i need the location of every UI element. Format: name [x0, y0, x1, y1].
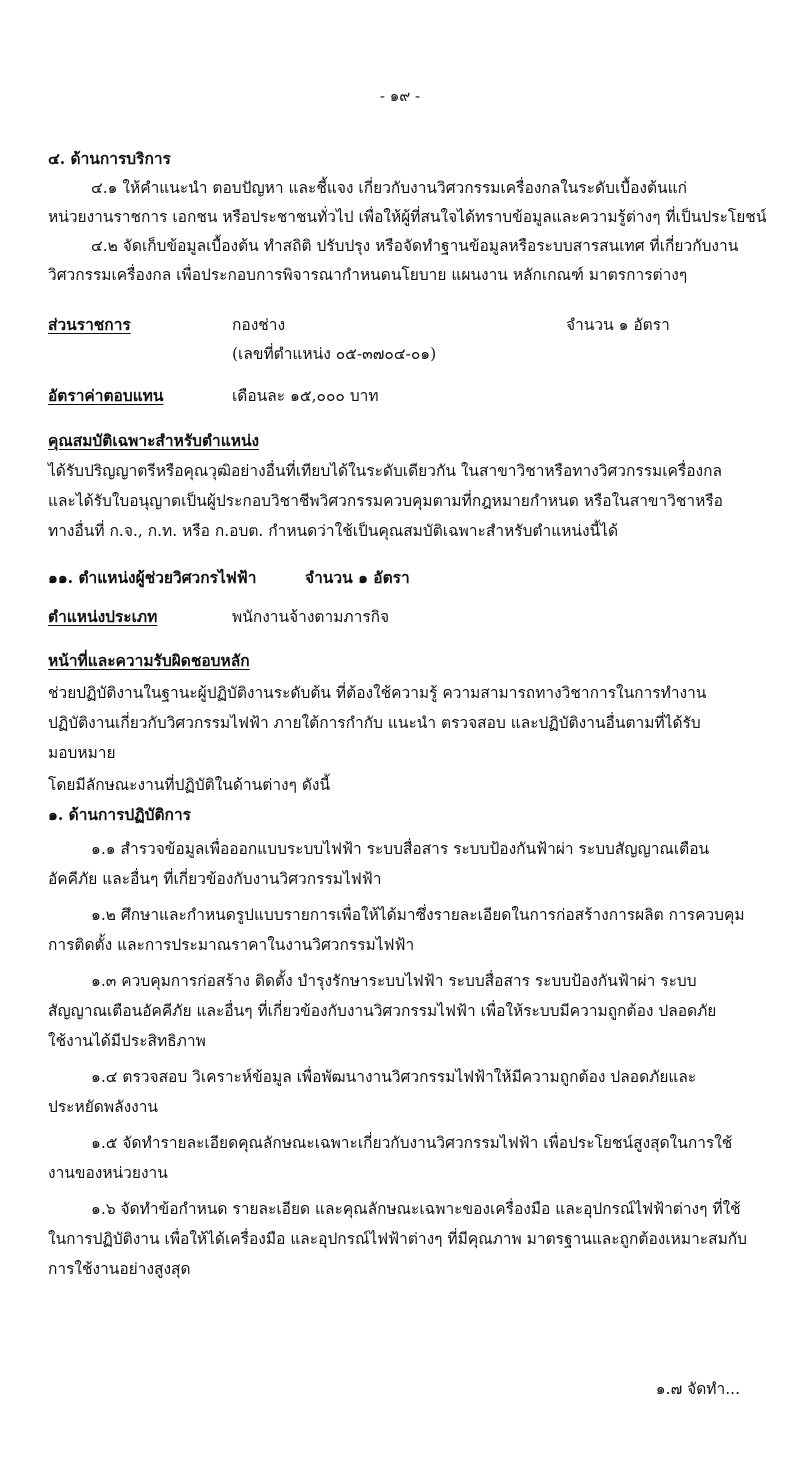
paragraph-line: การใช้งานอย่างสูงสุด — [48, 1260, 191, 1278]
paragraph-line: ๑.๕ จัดทำรายละเอียดคุณลักษณะเฉพาะเกี่ยวกับงานวิศวกรรมไฟฟ้า เพื่อประโยชน์สูงสุดในการใช้ — [91, 1134, 733, 1152]
paragraph-line: โดยมีลักษณะงานที่ปฏิบัติในด้านต่างๆ ดังนี้ — [48, 776, 331, 794]
paragraph-line: หน่วยงานราชการ เอกชน หรือประชาชนทั่วไป เพื่อให้ผู้ที่สนใจได้ทราบข้อมูลและความรู้ต่างๆ ที่เป็นประโยชน์ — [48, 208, 767, 226]
agency-count: จำนวน ๑ อัตรา — [566, 316, 670, 334]
agency-label: ส่วนราชการ — [48, 315, 131, 334]
position-type-label: ตำแหน่งประเภท — [48, 607, 158, 626]
page-number: - ๑๙ - — [379, 87, 421, 105]
paragraph-line: ใช้งานได้มีประสิทธิภาพ — [48, 1032, 206, 1050]
continuation-note: ๑.๗ จัดทำ... — [655, 1380, 740, 1398]
pay-value: เดือนละ ๑๕,๐๐๐ บาท — [232, 387, 379, 405]
qualifications-heading: คุณสมบัติเฉพาะสำหรับตำแหน่ง — [48, 431, 260, 450]
paragraph-line: สัญญาณเตือนอัคคีภัย และอื่นๆ ที่เกี่ยวข้องกับงานวิศวกรรมไฟฟ้า เพื่อให้ระบบมีความถูกต้อง ปลอดภัย — [48, 1002, 717, 1020]
paragraph-line: ๔.๑ ให้คำแนะนำ ตอบปัญหา และชี้แจง เกี่ยวกับงานวิศวกรรมเครื่องกลในระดับเบื้องต้นแก่ — [91, 179, 688, 197]
paragraph-line: ประหยัดพลังงาน — [48, 1098, 159, 1116]
paragraph-line: งานของหน่วยงาน — [48, 1164, 168, 1182]
paragraph-line: ทางอื่นที่ ก.จ., ก.ท. หรือ ก.อบต. กำหนดว่าใช้เป็นคุณสมบัติเฉพาะสำหรับตำแหน่งนี้ได้ — [48, 522, 619, 540]
operations-heading: ๑. ด้านการปฏิบัติการ — [48, 805, 191, 824]
position-title: ๑๑. ตำแหน่งผู้ช่วยวิศวกรไฟฟ้า — [48, 568, 257, 587]
paragraph-line: ช่วยปฏิบัติงานในฐานะผู้ปฏิบัติงานระดับต้น ที่ต้องใช้ความรู้ ความสามารถทางวิชาการในการทำงาน — [48, 684, 707, 702]
paragraph-line: ๑.๒ ศึกษาและกำหนดรูปแบบรายการเพื่อให้ได้มาซึ่งรายละเอียดในการก่อสร้างการผลิต การควบคุม — [91, 906, 745, 924]
paragraph-line: ๔.๒ จัดเก็บข้อมูลเบื้องต้น ทำสถิติ ปรับปรุง หรือจัดทำฐานข้อมูลหรือระบบสารสนเทศ ที่เกี่ยวกับงาน — [91, 237, 739, 255]
paragraph-line: การติดตั้ง และการประมาณราคาในงานวิศวกรรมไฟฟ้า — [48, 936, 415, 954]
paragraph-line: ๑.๑ สำรวจข้อมูลเพื่อออกแบบระบบไฟฟ้า ระบบสื่อสาร ระบบป้องกันฟ้าผ่า ระบบสัญญาณเตือน — [91, 840, 710, 858]
paragraph-line: ปฏิบัติงานเกี่ยวกับวิศวกรรมไฟฟ้า ภายใต้การกำกับ แนะนำ ตรวจสอบ และปฏิบัติงานอื่นตามที่ได้รับ — [48, 714, 701, 732]
position-number: (เลขที่ตำแหน่ง ๐๕-๓๗๐๔-๐๑) — [232, 345, 437, 363]
duties-heading: หน้าที่และความรับผิดชอบหลัก — [48, 651, 250, 670]
pay-label: อัตราค่าตอบแทน — [48, 386, 164, 405]
agency-value: กองช่าง — [232, 316, 286, 334]
position-count: จำนวน ๑ อัตรา — [305, 568, 410, 587]
paragraph-line: มอบหมาย — [48, 744, 116, 762]
paragraph-line: ในการปฏิบัติงาน เพื่อให้ได้เครื่องมือ และอุปกรณ์ไฟฟ้าต่างๆ ที่มีคุณภาพ มาตรฐานและถูกต้องเหมาะสมกับ — [48, 1230, 748, 1248]
paragraph-line: และได้รับใบอนุญาตเป็นผู้ประกอบวิชาชีพวิศวกรรมควบคุมตามที่กฎหมายกำหนด หรือในสาขาวิชาหรือ — [48, 492, 723, 510]
paragraph-line: ได้รับปริญญาตรีหรือคุณวุฒิอย่างอื่นที่เทียบได้ในระดับเดียวกัน ในสาขาวิชาหรือทางวิศวกรรมเครื่องกล — [48, 462, 723, 480]
paragraph-line: อัคคีภัย และอื่นๆ ที่เกี่ยวข้องกับงานวิศวกรรมไฟฟ้า — [48, 870, 382, 888]
position-type-value: พนักงานจ้างตามภารกิจ — [232, 608, 390, 626]
paragraph-line: ๑.๔ ตรวจสอบ วิเคราะห์ข้อมูล เพื่อพัฒนางานวิศวกรรมไฟฟ้าให้มีความถูกต้อง ปลอดภัยและ — [91, 1068, 697, 1086]
paragraph-line: ๑.๖ จัดทำข้อกำหนด รายละเอียด และคุณลักษณะเฉพาะของเครื่องมือ และอุปกรณ์ไฟฟ้าต่างๆ ที่ใช้ — [91, 1200, 741, 1218]
paragraph-line: ๑.๓ ควบคุมการก่อสร้าง ติดตั้ง บำรุงรักษาระบบไฟฟ้า ระบบสื่อสาร ระบบป้องกันฟ้าผ่า ระบบ — [91, 972, 697, 990]
section-heading: ๔. ด้านการบริการ — [48, 149, 171, 168]
paragraph-line: วิศวกรรมเครื่องกล เพื่อประกอบการพิจารณากำหนดนโยบาย แผนงาน หลักเกณฑ์ มาตรการต่างๆ — [48, 266, 688, 284]
